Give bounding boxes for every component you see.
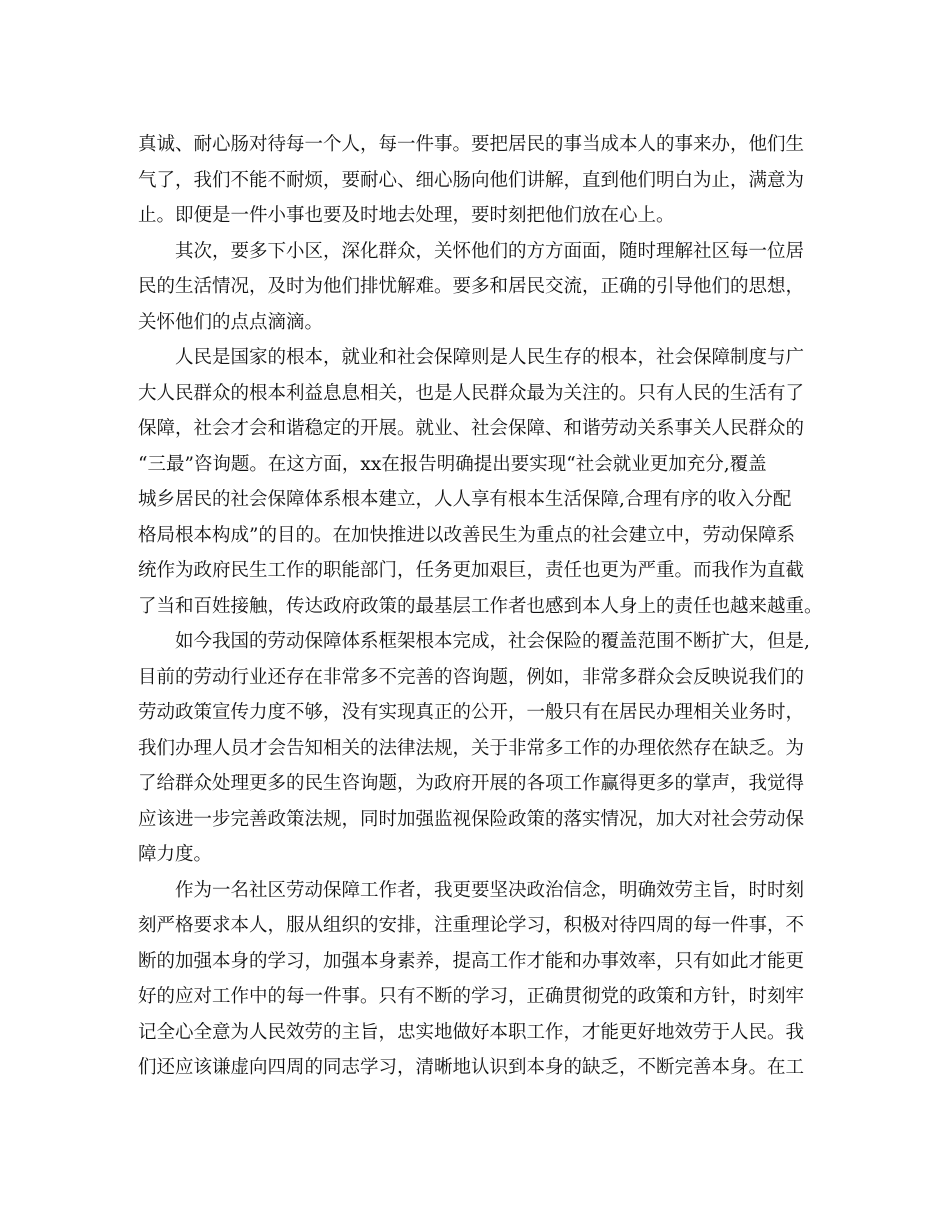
text-line: 了当和百姓接触，传达政府政策的最基层工作者也感到本人身上的责任也越来越重。 bbox=[138, 595, 823, 617]
text-line: 障力度。 bbox=[138, 844, 213, 865]
text-line: 断的加强本身的学习，加强本身素养，提高工作才能和办事效率，只有如此才能更 bbox=[138, 950, 805, 972]
text-line: 大人民群众的根本利益息息相关，也是人民群众最为关注的。只有人民的生活有了 bbox=[138, 382, 805, 404]
text-line: 人民是国家的根本，就业和社会保障则是人民生存的根本，社会保障制度与广 bbox=[138, 347, 805, 368]
text-line: 作为一名社区劳动保障工作者，我更要坚决政治信念，明确效劳主旨，时时刻 bbox=[138, 879, 805, 901]
text-line: “三最”咨询题。在这方面，xx在报告明确提出要实现“社会就业更加充分,覆盖 bbox=[138, 453, 767, 475]
text-line: 保障，社会才会和谐稳定的开展。就业、社会保障、和谐劳动关系事关人民群众的 bbox=[138, 418, 805, 439]
body-text bbox=[138, 127, 828, 1086]
text-line: 城乡居民的社会保障体系根本建立，人人享有根本生活保障,合理有序的收入分配 bbox=[138, 489, 792, 510]
text-line: 我们办理人员才会告知相关的法律法规，关于非常多工作的办理依然存在缺乏。为 bbox=[138, 737, 805, 759]
text-line: 止。即便是一件小事也要及时地去处理，要时刻把他们放在心上。 bbox=[138, 205, 675, 226]
text-line: 劳动政策宣传力度不够，没有实现真正的公开，一般只有在居民办理相关业务时， bbox=[138, 702, 805, 723]
text-line: 好的应对工作中的每一件事。只有不断的学习，正确贯彻党的政策和方针，时刻牢 bbox=[138, 986, 805, 1007]
text-line: 如今我国的劳动保障体系框架根本完成，社会保险的覆盖范围不断扩大，但是, bbox=[138, 631, 810, 652]
text-line: 真诚、耐心肠对待每一个人，每一件事。要把居民的事当成本人的事来办，他们生 bbox=[138, 134, 805, 155]
text-line: 们还应该谦虚向四周的同志学习，清晰地认识到本身的缺乏，不断完善本身。在工 bbox=[138, 1057, 805, 1078]
text-line: 刻严格要求本人，服从组织的安排，注重理论学习，积极对待四周的每一件事，不 bbox=[138, 915, 805, 936]
text-line: 民的生活情况，及时为他们排忧解难。要多和居民交流，正确的引导他们的思想， bbox=[138, 276, 805, 297]
text-line: 气了，我们不能不耐烦，要耐心、细心肠向他们讲解，直到他们明白为止，满意为 bbox=[138, 169, 805, 191]
text-line: 了给群众处理更多的民生咨询题，为政府开展的各项工作赢得更多的掌声，我觉得 bbox=[138, 773, 805, 794]
text-line: 统作为政府民生工作的职能部门，任务更加艰巨，责任也更为严重。而我作为直截 bbox=[138, 560, 805, 581]
text-line: 格局根本构成”的目的。在加快推进以改善民生为重点的社会建立中，劳动保障系 bbox=[138, 524, 795, 546]
text-line: 应该进一步完善政策法规，同时加强监视保险政策的落实情况，加大对社会劳动保 bbox=[138, 808, 805, 830]
text-line: 记全心全意为人民效劳的主旨，忠实地做好本职工作，才能更好地效劳于人民。我 bbox=[138, 1021, 805, 1043]
text-line: 其次，要多下小区，深化群众，关怀他们的方方面面，随时理解社区每一位居 bbox=[138, 240, 805, 262]
text-line: 目前的劳动行业还存在非常多不完善的咨询题，例如，非常多群众会反映说我们的 bbox=[138, 666, 805, 688]
text-line: 关怀他们的点点滴滴。 bbox=[138, 311, 324, 333]
